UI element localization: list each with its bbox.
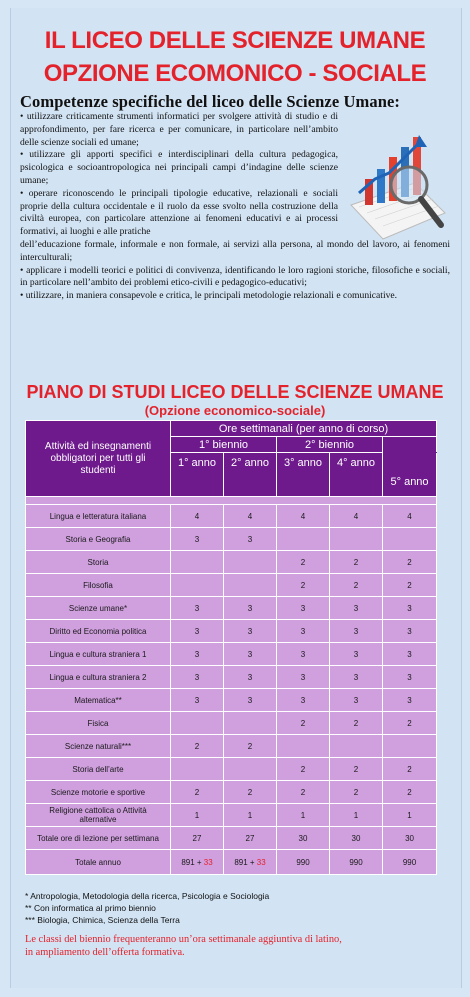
hours-cell: 2 <box>383 551 437 574</box>
hours-cell: 27 <box>171 827 224 850</box>
subject-label: Matematica** <box>26 689 171 712</box>
hours-cell <box>383 735 437 758</box>
competenze-item: • utilizzare criticamente strumenti informatici per svolgere attività di studio e di approfondimento, per fare ricerca e per comunicare, in particolare nell’ambito delle scienze sociali ed umane; <box>20 111 338 148</box>
hours-cell: 3 <box>224 689 277 712</box>
hours-cell: 30 <box>277 827 330 850</box>
subject-label: Scienze umane* <box>26 597 171 620</box>
hours-cell: 1 <box>330 804 383 827</box>
year4-header: 4° anno <box>330 453 383 497</box>
hours-cell: 3 <box>224 597 277 620</box>
hours-cell <box>277 735 330 758</box>
subject-label: Scienze naturali*** <box>26 735 171 758</box>
hours-cell: 1 <box>171 804 224 827</box>
table-row <box>26 597 437 620</box>
hours-cell: 1 <box>277 804 330 827</box>
hours-cell: 3 <box>277 620 330 643</box>
table-row <box>26 689 437 712</box>
hours-cell <box>171 758 224 781</box>
table-row <box>26 528 437 551</box>
hours-cell: 2 <box>330 551 383 574</box>
activity-column-header: Attività ed insegnamenti obbligatori per tutti gli studenti <box>26 421 171 497</box>
subject-label: Totale ore di lezione per settimana <box>26 827 171 850</box>
total-annual-value: 891 + 33 <box>224 850 277 875</box>
table-row <box>26 574 437 597</box>
hours-cell: 3 <box>330 666 383 689</box>
subject-label: Filosofia <box>26 574 171 597</box>
hours-cell: 30 <box>330 827 383 850</box>
competenze-heading: Competenze specifiche del liceo delle Scienze Umane: <box>20 92 401 111</box>
hours-cell: 2 <box>330 712 383 735</box>
piano-title: PIANO DI STUDI LICEO DELLE SCIENZE UMANE <box>26 382 444 402</box>
latin-note <box>25 934 455 959</box>
subject-label: Religione cattolica o Attività alternative <box>26 804 171 827</box>
biennio2-header: 2° biennio <box>277 437 383 453</box>
subject-label: Scienze motorie e sportive <box>26 781 171 804</box>
footnotes <box>25 890 455 926</box>
page-title-line1: IL LICEO DELLE SCIENZE UMANE <box>44 27 426 54</box>
hours-cell: 3 <box>171 643 224 666</box>
hours-cell: 3 <box>330 689 383 712</box>
competenze-item: • applicare i modelli teorici e politici di convivenza, identificando le loro ragioni storiche, filosofiche e sociali, in particolare nell’ambito dei problemi etico-civili e pedagogico-educativi; <box>20 264 450 289</box>
hours-cell: 4 <box>383 505 437 528</box>
hours-cell: 3 <box>383 620 437 643</box>
hours-cell <box>224 551 277 574</box>
subject-label: Storia <box>26 551 171 574</box>
footnote: *** Biologia, Chimica, Scienza della Terra <box>25 915 180 925</box>
weekly-hours-header: Ore settimanali (per anno di corso) <box>171 421 437 437</box>
table-row <box>26 666 437 689</box>
table-row <box>26 827 437 850</box>
hours-cell: 2 <box>171 781 224 804</box>
subject-label: Storia e Geografia <box>26 528 171 551</box>
table-row-total-annual <box>26 850 437 875</box>
hours-cell: 3 <box>383 689 437 712</box>
subject-label: Diritto ed Economia politica <box>26 620 171 643</box>
hours-cell: 4 <box>224 505 277 528</box>
competenze-item: • utilizzare gli apporti specifici e interdisciplinari della cultura pedagogica, psicologica e socioantropologica nei principali campi d’indagine delle scienze umane; <box>20 149 338 186</box>
year2-header: 2° anno <box>224 453 277 497</box>
competenze-item: • operare riconoscendo le principali tipologie educative, relazionali e sociali proprie della cultura occidentale e il ruolo da esse svolto nella costruzione della civiltà europea, con particolare attenzione ai fenomeni educativi e ai processi formativi, ai luoghi e alle pratiche <box>20 187 338 238</box>
table-row <box>26 758 437 781</box>
hours-cell: 3 <box>277 666 330 689</box>
total-annual-value: 990 <box>383 850 437 875</box>
table-row <box>26 551 437 574</box>
subject-label: Fisica <box>26 712 171 735</box>
bar-chart-magnifier-illustration <box>345 113 449 259</box>
hours-cell: 1 <box>224 804 277 827</box>
hours-cell <box>330 735 383 758</box>
year5-header: 5° anno <box>383 453 437 497</box>
hours-cell: 3 <box>383 597 437 620</box>
hours-cell: 2 <box>277 712 330 735</box>
latin-note-line: Le classi del biennio frequenteranno un’ora settimanale aggiuntiva di latino, <box>25 934 342 945</box>
hours-cell <box>171 551 224 574</box>
table-row <box>26 735 437 758</box>
piano-subtitle: (Opzione economico-sociale) <box>144 403 326 418</box>
hours-cell <box>224 712 277 735</box>
hours-cell: 3 <box>171 528 224 551</box>
hours-cell: 2 <box>330 781 383 804</box>
footnote: * Antropologia, Metodologia della ricerca, Psicologia e Sociologia <box>25 891 270 901</box>
hours-cell: 2 <box>277 551 330 574</box>
hours-cell: 3 <box>224 643 277 666</box>
hours-cell <box>383 528 437 551</box>
total-annual-label: Totale annuo <box>26 850 171 875</box>
hours-cell: 3 <box>171 689 224 712</box>
hours-cell: 4 <box>171 505 224 528</box>
table-row <box>26 712 437 735</box>
hours-cell <box>171 712 224 735</box>
hours-cell: 30 <box>383 827 437 850</box>
hours-cell: 3 <box>171 620 224 643</box>
biennio1-header: 1° biennio <box>171 437 277 453</box>
hours-cell <box>224 574 277 597</box>
table-row <box>26 643 437 666</box>
table-row <box>26 804 437 827</box>
hours-cell: 3 <box>383 643 437 666</box>
hours-cell: 3 <box>277 597 330 620</box>
hours-cell: 4 <box>330 505 383 528</box>
table-row <box>26 620 437 643</box>
hours-cell: 3 <box>277 643 330 666</box>
table-row <box>26 781 437 804</box>
hours-cell: 2 <box>224 781 277 804</box>
hours-cell: 2 <box>383 758 437 781</box>
hours-cell: 2 <box>277 781 330 804</box>
hours-cell: 2 <box>383 712 437 735</box>
year3-header: 3° anno <box>277 453 330 497</box>
hours-cell: 2 <box>277 574 330 597</box>
subject-rows <box>26 505 437 850</box>
footnote: ** Con informatica al primo biennio <box>25 903 156 913</box>
hours-cell: 27 <box>224 827 277 850</box>
hours-cell: 2 <box>277 758 330 781</box>
year1-header: 1° anno <box>171 453 224 497</box>
hours-cell: 3 <box>383 666 437 689</box>
hours-cell: 2 <box>383 574 437 597</box>
hours-cell: 1 <box>383 804 437 827</box>
hours-cell: 2 <box>330 758 383 781</box>
competenze-item: • utilizzare, in maniera consapevole e critica, le principali metodologie relazionali e comunicative. <box>20 290 398 302</box>
study-plan-table <box>25 420 437 875</box>
hours-cell: 3 <box>277 689 330 712</box>
competenze-item-continued: dell’educazione formale, informale e non formale, ai servizi alla persona, al mondo del lavoro, ai fenomeni interculturali; <box>20 238 450 263</box>
hours-cell: 3 <box>330 597 383 620</box>
hours-cell: 2 <box>171 735 224 758</box>
table-row <box>26 505 437 528</box>
hours-cell: 2 <box>383 781 437 804</box>
hours-cell: 3 <box>224 528 277 551</box>
total-annual-value: 891 + 33 <box>171 850 224 875</box>
hours-cell <box>171 574 224 597</box>
hours-cell <box>277 528 330 551</box>
hours-cell: 3 <box>171 666 224 689</box>
hours-cell <box>224 758 277 781</box>
hours-cell: 4 <box>277 505 330 528</box>
latin-note-line: in ampliamento dell’offerta formativa. <box>25 946 185 958</box>
hours-cell <box>330 528 383 551</box>
hours-cell: 3 <box>330 620 383 643</box>
hours-cell: 2 <box>330 574 383 597</box>
page-title-line2: OPZIONE ECOMONICO - SOCIALE <box>43 60 427 87</box>
subject-label: Storia dell’arte <box>26 758 171 781</box>
hours-cell: 3 <box>224 620 277 643</box>
subject-label: Lingua e letteratura italiana <box>26 505 171 528</box>
hours-cell: 3 <box>224 666 277 689</box>
subject-label: Lingua e cultura straniera 2 <box>26 666 171 689</box>
hours-cell: 3 <box>330 643 383 666</box>
total-annual-value: 990 <box>330 850 383 875</box>
subject-label: Lingua e cultura straniera 1 <box>26 643 171 666</box>
total-annual-value: 990 <box>277 850 330 875</box>
hours-cell: 3 <box>171 597 224 620</box>
hours-cell: 2 <box>224 735 277 758</box>
